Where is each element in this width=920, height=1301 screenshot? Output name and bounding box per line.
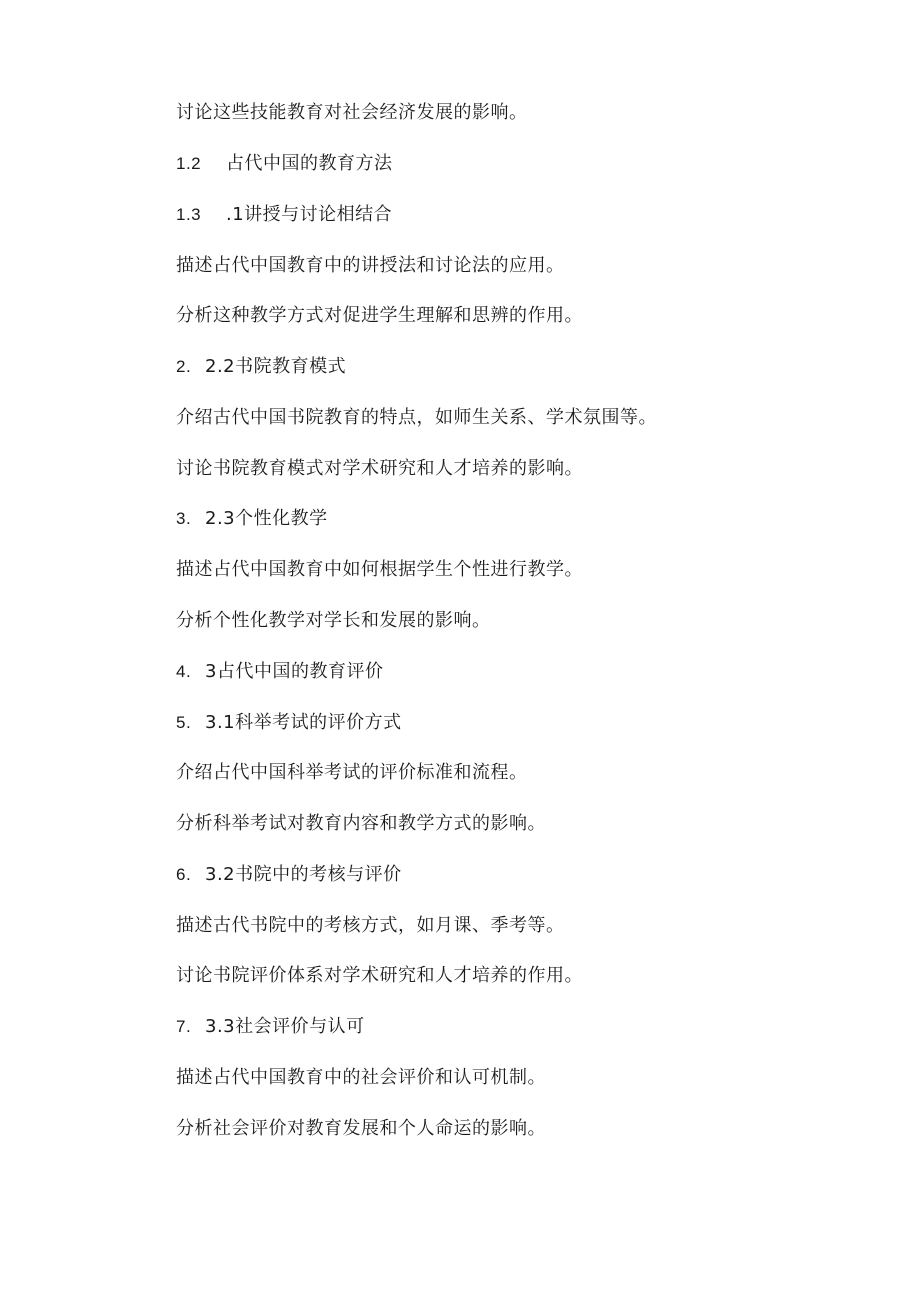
paragraph-text: 描述占代中国教育中的讲授法和讨论法的应用。 (176, 255, 565, 276)
paragraph-text: 分析社会评价对教育发展和个人命运的影响。 (176, 1118, 546, 1139)
heading-number: 2. (176, 357, 192, 376)
heading-number: 4. (176, 662, 192, 681)
paragraph-text: 分析个性化教学对学长和发展的影响。 (176, 610, 491, 631)
paragraph-text: 分析科举考试对教育内容和教学方式的影响。 (176, 813, 546, 834)
heading-text: 3.2书院中的考核与评价 (205, 864, 402, 885)
paragraph (176, 305, 583, 327)
section-heading (176, 864, 402, 886)
section-heading (176, 712, 402, 734)
paragraph (176, 762, 528, 784)
paragraph-text: 描述占代中国教育中的社会评价和认可机制。 (176, 1067, 546, 1088)
paragraph-text: 讨论这些技能教育对社会经济发展的影响。 (176, 102, 528, 123)
paragraph-text: 介绍占代中国科举考试的评价标准和流程。 (176, 762, 528, 783)
section-heading (176, 1016, 365, 1038)
paragraph (176, 915, 565, 937)
heading-number: 5. (176, 713, 192, 732)
paragraph (176, 813, 546, 835)
paragraph-text: 描述古代书院中的考核方式，如月课、季考等。 (176, 915, 565, 936)
heading-text: 3占代中国的教育评价 (205, 661, 384, 682)
section-heading (176, 661, 383, 683)
paragraph (176, 610, 491, 632)
paragraph (176, 458, 583, 480)
paragraph (176, 1118, 546, 1140)
paragraph-text: 分析这种教学方式对促进学生理解和思辨的作用。 (176, 305, 583, 326)
heading-text: 2.3个性化教学 (205, 508, 328, 529)
heading-number: 1.3 (176, 205, 202, 224)
section-heading (176, 153, 393, 175)
heading-number: 1.2 (176, 154, 202, 173)
paragraph-text: 介绍古代中国书院教育的特点，如师生关系、学术氛围等。 (176, 407, 657, 428)
heading-number: 6. (176, 865, 192, 884)
paragraph (176, 102, 528, 124)
section-heading (176, 204, 392, 226)
paragraph-text: 讨论书院教育模式对学术研究和人才培养的影响。 (176, 458, 583, 479)
heading-text: .1讲授与讨论相结合 (226, 204, 393, 225)
heading-text: 占代中国的教育方法 (226, 153, 393, 174)
heading-text: 3.1科举考试的评价方式 (205, 712, 402, 733)
section-heading (176, 356, 346, 378)
section-heading (176, 508, 328, 530)
heading-text: 2.2书院教育模式 (205, 356, 347, 377)
paragraph-text: 描述占代中国教育中如何根据学生个性进行教学。 (176, 559, 583, 580)
paragraph (176, 1067, 546, 1089)
heading-number: 3. (176, 509, 192, 528)
paragraph (176, 407, 657, 429)
heading-number: 7. (176, 1017, 192, 1036)
paragraph-text: 讨论书院评价体系对学术研究和人才培养的作用。 (176, 965, 583, 986)
heading-text: 3.3社会评价与认可 (205, 1016, 365, 1037)
paragraph (176, 965, 583, 987)
paragraph (176, 559, 583, 581)
paragraph (176, 255, 565, 277)
